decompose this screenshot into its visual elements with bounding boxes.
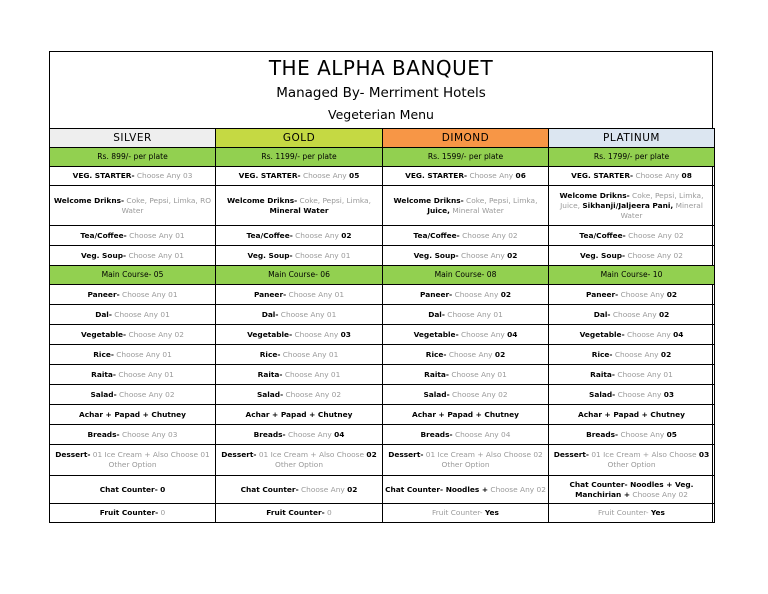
breads-cell — [50, 425, 216, 445]
dessert-label: Dessert- — [55, 450, 91, 459]
dessert-label: Dessert- — [388, 450, 424, 459]
dal-cell — [50, 305, 216, 325]
fruit-label: Fruit Counter- — [266, 508, 325, 517]
main-course-platinum: Main Course- 10 — [549, 266, 715, 285]
tea-label: Tea/Coffee- — [246, 230, 293, 240]
dessert-option-tail: Other Option — [275, 460, 323, 469]
starter-option: Choose Any — [469, 171, 514, 180]
dessert-label: Dessert- — [553, 450, 589, 459]
dal-cell — [216, 305, 383, 325]
item-option: Choose Any 01 — [114, 309, 170, 319]
page-subtitle: Managed By- Merriment Hotels — [276, 85, 486, 101]
starter-cell — [383, 167, 549, 186]
salad-cell — [216, 385, 383, 405]
soup-row — [50, 246, 715, 266]
dal-cell — [549, 305, 715, 325]
tea-option: Choose Any 02 — [462, 230, 518, 240]
item-count: 03 — [340, 329, 351, 339]
soup-label: Veg. Soup- — [413, 250, 459, 260]
starter-count: 06 — [515, 171, 526, 180]
item-option: Choose Any — [288, 429, 332, 439]
soup-cell — [50, 246, 216, 266]
item-count: 04 — [334, 429, 345, 439]
tea-label: Tea/Coffee- — [579, 230, 626, 240]
item-option: Choose Any 02 — [128, 329, 184, 339]
fruit-value: Yes — [484, 508, 499, 517]
item-option: Choose Any 01 — [284, 369, 341, 379]
tier-silver: SILVER — [50, 129, 216, 148]
item-label: Dal- — [593, 309, 611, 319]
item-count: 04 — [673, 329, 684, 339]
item-option: Choose Any 02 — [452, 389, 508, 399]
rice-cell — [50, 345, 216, 365]
chat-option: Choose Any 02 — [632, 489, 688, 499]
soup-option: Choose Any 01 — [294, 250, 351, 260]
soup-option: Choose Any 02 — [627, 250, 683, 260]
chat-label: Chat Counter- Noodles + — [385, 484, 489, 494]
dessert-option-tail: Other Option — [607, 460, 656, 469]
dessert-count: 03 — [698, 450, 710, 459]
item-count: 02 — [500, 289, 511, 299]
tier-header-row — [50, 129, 715, 148]
rice-cell — [216, 345, 383, 365]
dessert-cell — [383, 445, 549, 476]
tier-gold: GOLD — [216, 129, 383, 148]
item-option: Choose Any — [461, 329, 505, 339]
price-silver: Rs. 899/- per plate — [50, 148, 216, 167]
paneer-cell — [216, 285, 383, 305]
welcome-label: Welcome Drikns- — [53, 195, 125, 205]
tea-option: Choose Any 02 — [628, 230, 684, 240]
price-platinum: Rs. 1799/- per plate — [549, 148, 715, 167]
item-label: Breads- — [586, 429, 619, 439]
paneer-cell — [549, 285, 715, 305]
item-label: Paneer- — [253, 289, 287, 299]
item-label: Raita- — [91, 369, 116, 379]
welcome-option: Coke, Pepsi, Limka, Juice, — [560, 190, 704, 210]
fruit-cell — [549, 504, 715, 523]
achar-cell — [50, 405, 216, 425]
chat-label: Chat Counter- — [240, 484, 299, 494]
chat-count: 0 — [160, 484, 166, 494]
vegetable-cell — [216, 325, 383, 345]
item-label: Dal- — [428, 309, 445, 319]
chat-cell — [383, 476, 549, 504]
salad-cell — [50, 385, 216, 405]
tea-label: Tea/Coffee- — [80, 230, 127, 240]
starter-option: Choose Any — [302, 171, 347, 180]
soup-count: 02 — [507, 250, 518, 260]
item-label: Vegetable- — [579, 329, 625, 339]
item-label: Salad- — [423, 389, 450, 399]
starter-label: VEG. STARTER- — [72, 171, 135, 180]
item-count: 02 — [660, 349, 672, 359]
starter-row — [50, 167, 715, 186]
tea-row — [50, 226, 715, 246]
item-count: 03 — [663, 389, 674, 399]
item-label: Dal- — [95, 309, 112, 319]
dal-row — [50, 305, 715, 325]
breads-cell — [216, 425, 383, 445]
item-label: Breads- — [253, 429, 286, 439]
item-option: Choose Any 01 — [288, 289, 345, 299]
starter-cell — [50, 167, 216, 186]
raita-cell — [216, 365, 383, 385]
item-option: Choose Any 01 — [122, 289, 178, 299]
item-label: Rice- — [93, 349, 114, 359]
tea-cell — [216, 226, 383, 246]
item-option: Choose Any 01 — [451, 369, 507, 379]
chat-count: 02 — [347, 484, 358, 494]
item-option: Choose Any 01 — [617, 369, 673, 379]
dessert-option: 01 Ice Cream + Also Choose — [591, 450, 697, 459]
item-label: Vegetable- — [413, 329, 459, 339]
breads-cell — [383, 425, 549, 445]
starter-count: 08 — [681, 171, 692, 180]
item-label: Vegetable- — [81, 329, 127, 339]
chat-option: Choose Any 02 — [490, 484, 546, 494]
starter-option: Choose Any 03 — [136, 171, 193, 180]
fruit-value: Yes — [650, 508, 665, 517]
item-label: Raita- — [257, 369, 283, 379]
chat-option: Choose Any — [301, 484, 345, 494]
soup-label: Veg. Soup- — [81, 250, 127, 260]
dessert-option: 01 Ice Cream + Also Choose — [425, 450, 531, 459]
raita-cell — [549, 365, 715, 385]
dessert-cell — [216, 445, 383, 476]
menu-table — [49, 128, 715, 523]
item-option: Choose Any 01 — [118, 369, 174, 379]
dessert-cell — [50, 445, 216, 476]
item-label: Vegetable- — [247, 329, 293, 339]
chat-cell — [549, 476, 715, 504]
item-option: Choose Any — [614, 349, 659, 359]
chat-row — [50, 476, 715, 504]
item-option: Choose Any — [294, 329, 339, 339]
achar-cell — [383, 405, 549, 425]
vegetable-cell — [383, 325, 549, 345]
item-count: 02 — [658, 309, 670, 319]
item-label: Rice- — [591, 349, 613, 359]
item-option: Choose Any 01 — [280, 309, 337, 319]
item-option: Choose Any — [627, 329, 671, 339]
item-count: 02 — [666, 289, 677, 299]
welcome-extra: Juice, — [427, 205, 450, 215]
breads-row — [50, 425, 715, 445]
item-label: Achar + Papad + Chutney — [411, 409, 520, 419]
item-count: 04 — [507, 329, 518, 339]
paneer-row — [50, 285, 715, 305]
welcome-cell — [383, 186, 549, 226]
menu-type: Vegeterian Menu — [328, 107, 434, 122]
item-label: Dal- — [261, 309, 279, 319]
fruit-option: 0 — [160, 508, 166, 517]
welcome-option: Coke, Pepsi, Limka, — [299, 195, 371, 205]
dessert-option: 01 Ice Cream + Also Choose — [92, 450, 198, 459]
main-course-dimond: Main Course- 08 — [383, 266, 549, 285]
welcome-extra: Mineral Water — [269, 205, 329, 215]
starter-option: Choose Any — [635, 171, 680, 180]
paneer-cell — [383, 285, 549, 305]
dessert-row — [50, 445, 715, 476]
item-label: Rice- — [425, 349, 447, 359]
main-course-row — [50, 266, 715, 285]
tea-count: 02 — [341, 230, 352, 240]
item-option: Choose Any — [620, 289, 665, 299]
raita-cell — [383, 365, 549, 385]
item-option: Choose Any — [454, 289, 499, 299]
item-option: Choose Any 01 — [282, 349, 339, 359]
item-option: Choose Any 04 — [454, 429, 511, 439]
rice-row — [50, 345, 715, 365]
dessert-count: 02 — [366, 450, 377, 459]
welcome-label: Welcome Drikns- — [393, 195, 464, 205]
item-count: 05 — [666, 429, 677, 439]
raita-cell — [50, 365, 216, 385]
item-option: Choose Any 03 — [121, 429, 178, 439]
item-label: Salad- — [90, 389, 117, 399]
item-label: Paneer- — [586, 289, 619, 299]
item-option: Choose Any — [617, 389, 662, 399]
welcome-cell — [216, 186, 383, 226]
item-option: Choose Any — [620, 429, 665, 439]
item-option: Choose Any — [448, 349, 493, 359]
welcome-option: Coke, Pepsi, Limka, RO Water — [121, 195, 212, 215]
price-dimond: Rs. 1599/- per plate — [383, 148, 549, 167]
dessert-option-tail: 02 Other Option — [441, 450, 543, 469]
item-label: Achar + Papad + Chutney — [78, 409, 187, 419]
item-label: Raita- — [590, 369, 615, 379]
price-row — [50, 148, 715, 167]
soup-label: Veg. Soup- — [580, 250, 626, 260]
soup-cell — [549, 246, 715, 266]
item-label: Breads- — [87, 429, 120, 439]
soup-option: Choose Any — [460, 250, 505, 260]
item-option: Choose Any 02 — [285, 389, 342, 399]
vegetable-row — [50, 325, 715, 345]
chat-cell — [216, 476, 383, 504]
page-title: THE ALPHA BANQUET — [268, 56, 494, 80]
item-label: Paneer- — [420, 289, 453, 299]
item-label: Achar + Papad + Chutney — [245, 409, 353, 419]
tea-label: Tea/Coffee- — [413, 230, 460, 240]
tea-cell — [383, 226, 549, 246]
salad-cell — [383, 385, 549, 405]
soup-cell — [383, 246, 549, 266]
rice-cell — [383, 345, 549, 365]
achar-cell — [549, 405, 715, 425]
item-label: Breads- — [420, 429, 453, 439]
salad-cell — [549, 385, 715, 405]
welcome-option: Coke, Pepsi, Limka, — [466, 195, 538, 205]
item-label: Salad- — [589, 389, 616, 399]
tier-dimond: DIMOND — [383, 129, 549, 148]
fruit-cell — [216, 504, 383, 523]
rice-cell — [549, 345, 715, 365]
welcome-option-tail: Mineral Water — [620, 200, 703, 220]
vegetable-cell — [50, 325, 216, 345]
item-count: 02 — [494, 349, 506, 359]
vegetable-cell — [549, 325, 715, 345]
soup-label: Veg. Soup- — [247, 250, 293, 260]
item-label: Salad- — [256, 389, 284, 399]
soup-option: Choose Any 01 — [128, 250, 184, 260]
item-label: Achar + Papad + Chutney — [577, 409, 686, 419]
item-label: Paneer- — [87, 289, 120, 299]
dessert-option-tail: 01 Other Option — [108, 450, 210, 469]
tea-cell — [50, 226, 216, 246]
item-label: Rice- — [259, 349, 281, 359]
dessert-label: Dessert- — [221, 450, 257, 459]
fruit-cell — [383, 504, 549, 523]
item-option: Choose Any 01 — [447, 309, 503, 319]
welcome-cell — [549, 186, 715, 226]
tea-cell — [549, 226, 715, 246]
main-course-silver: Main Course- 05 — [50, 266, 216, 285]
soup-cell — [216, 246, 383, 266]
menu-sheet — [49, 51, 713, 523]
achar-row — [50, 405, 715, 425]
raita-row — [50, 365, 715, 385]
chat-label: Chat Counter- — [99, 484, 158, 494]
tea-option: Choose Any — [295, 230, 339, 240]
fruit-option: Fruit Counter- — [598, 508, 649, 517]
tier-platinum: PLATINUM — [549, 129, 715, 148]
welcome-label: Welcome Drikns- — [559, 190, 630, 200]
welcome-cell — [50, 186, 216, 226]
tea-option: Choose Any 01 — [129, 230, 185, 240]
fruit-cell — [50, 504, 216, 523]
chat-label: Chat Counter- Noodles + Veg. Manchirian + — [569, 479, 694, 499]
fruit-label: Fruit Counter- — [99, 508, 159, 517]
achar-cell — [216, 405, 383, 425]
chat-cell — [50, 476, 216, 504]
starter-label: VEG. STARTER- — [405, 171, 468, 180]
dessert-cell — [549, 445, 715, 476]
fruit-option: 0 — [327, 508, 332, 517]
item-label: Raita- — [424, 369, 449, 379]
price-gold: Rs. 1199/- per plate — [216, 148, 383, 167]
dal-cell — [383, 305, 549, 325]
welcome-label: Welcome Drikns- — [227, 195, 298, 205]
fruit-option: Fruit Counter- — [432, 508, 483, 517]
welcome-option-tail: Mineral Water — [452, 205, 504, 215]
starter-label: VEG. STARTER- — [238, 171, 301, 180]
starter-cell — [216, 167, 383, 186]
welcome-extra: Sikhanji/Jaljeera Pani, — [582, 200, 674, 210]
fruit-row — [50, 504, 715, 523]
starter-cell — [549, 167, 715, 186]
salad-row — [50, 385, 715, 405]
item-option: Choose Any — [612, 309, 657, 319]
welcome-row — [50, 186, 715, 226]
starter-count: 05 — [349, 171, 360, 180]
main-course-gold: Main Course- 06 — [216, 266, 383, 285]
item-option: Choose Any 01 — [116, 349, 172, 359]
item-option: Choose Any 02 — [119, 389, 175, 399]
starter-label: VEG. STARTER- — [571, 171, 634, 180]
breads-cell — [549, 425, 715, 445]
paneer-cell — [50, 285, 216, 305]
dessert-option: 01 Ice Cream + Also Choose — [258, 450, 365, 459]
